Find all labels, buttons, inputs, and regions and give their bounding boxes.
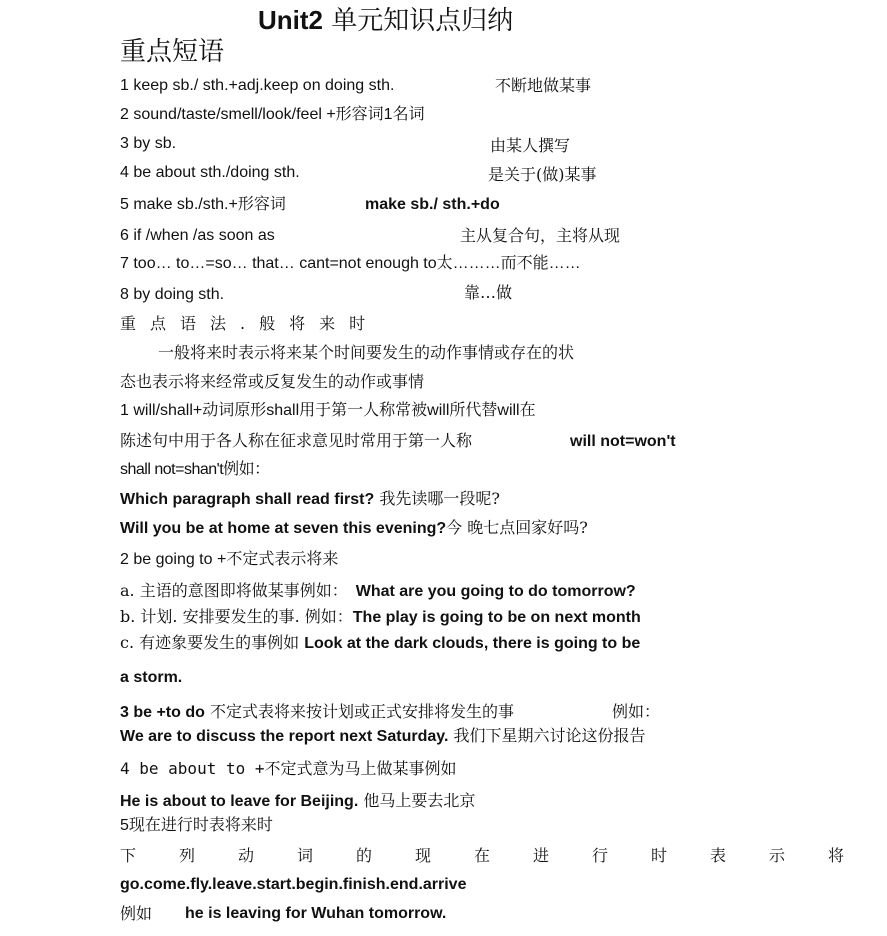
grammar-point-4: 4 be about to +不定式意为马上做某事例如 bbox=[120, 759, 457, 778]
phrase-3-meaning: 由某人撰写 bbox=[490, 136, 571, 155]
grammar-point-2c-en: Look at the dark clouds, there is going to be bbox=[304, 635, 641, 652]
grammar-point-1-line1: 1 will/shall+动词原形shall用于第一人称常被will所代替will在 bbox=[120, 402, 536, 419]
phrase-6-meaning: 主从复合句，主将从现 bbox=[460, 226, 621, 245]
grammar-point-2c-zh: c. 有迹象要发生的事例如 bbox=[120, 633, 305, 652]
example-2-en: Will you be at home at seven this evening? bbox=[120, 520, 447, 537]
phrase-5-alt: make sb./ sth.+do bbox=[365, 196, 500, 213]
example-3-zh: 我们下星期六讨论这份报告 bbox=[448, 726, 646, 745]
section-heading-grammar: 重点语法.般将来时 bbox=[120, 314, 380, 333]
phrase-8-meaning: 靠…做 bbox=[464, 283, 513, 302]
grammar-point-2c bbox=[120, 634, 640, 653]
example-5: he is leaving for Wuhan tomorrow. bbox=[185, 905, 447, 922]
grammar-point-2b-zh: b. 计划. 安排要发生的事. 例如： bbox=[120, 607, 353, 626]
grammar-point-1-line3: shall not=shan't例如： bbox=[120, 461, 270, 478]
phrase-6: 6 if /when /as soon as bbox=[120, 227, 275, 244]
section-heading-phrases: 重点短语 bbox=[120, 37, 225, 67]
grammar-point-1-contraction: will not=won't bbox=[570, 433, 676, 450]
example-3-en: We are to discuss the report next Saturday. bbox=[120, 728, 449, 745]
verb-list: go.come.fly.leave.start.begin.finish.end.arrive bbox=[120, 876, 467, 893]
grammar-intro-line2: 态也表示将来经常或反复发生的动作或事情 bbox=[120, 372, 425, 391]
example-4-zh: 他马上要去北京 bbox=[358, 791, 476, 810]
grammar-point-2a-zh: a. 主语的意图即将做某事例如： bbox=[120, 581, 348, 600]
grammar-point-1-line2: 陈述句中用于各人称在征求意见时常用于第一人称 bbox=[120, 431, 473, 450]
grammar-intro-line1: 一般将来时表示将来某个时间要发生的动作事情或存在的状 bbox=[158, 343, 575, 362]
title-en: Unit2 bbox=[258, 5, 323, 35]
phrase-4-meaning: 是关于(做)某事 bbox=[488, 165, 597, 184]
grammar-point-2a-en: What are you going to do tomorrow? bbox=[355, 583, 636, 600]
phrase-7: 7 too… to…=so… that… cant=not enough to太………而不能…… bbox=[120, 255, 581, 272]
phrase-5: 5 make sb./sth.+形容词 bbox=[120, 196, 286, 213]
phrase-2: 2 sound/taste/smell/look/feel +形容词1名词 bbox=[120, 106, 425, 123]
example-1 bbox=[120, 490, 500, 509]
grammar-point-2a bbox=[120, 582, 636, 601]
example-2-zh: 今 晚七点回家好吗? bbox=[446, 518, 588, 537]
example-3 bbox=[120, 727, 645, 746]
grammar-point-5: 5现在进行时表将来时 bbox=[120, 817, 273, 834]
grammar-point-5-line2: 下列动词的现在进行时表示将 bbox=[120, 846, 887, 865]
grammar-point-2b-en: The play is going to be on next month bbox=[352, 609, 641, 626]
grammar-point-2c-continued: a storm. bbox=[120, 669, 183, 686]
grammar-point-2: 2 be going to +不定式表示将来 bbox=[120, 551, 339, 568]
example-1-en: Which paragraph shall read first? bbox=[120, 491, 375, 508]
example-4-en: He is about to leave for Beijing. bbox=[120, 793, 359, 810]
grammar-point-3-example-label: 例如： bbox=[612, 702, 661, 721]
grammar-point-3 bbox=[120, 703, 514, 722]
phrase-1: 1 keep sb./ sth.+adj.keep on doing sth. bbox=[120, 77, 395, 94]
phrase-3: 3 by sb. bbox=[120, 135, 177, 152]
grammar-point-3-en: 3 be +to do bbox=[120, 704, 205, 721]
grammar-point-3-zh: 不定式表将来按计划或正式安排将发生的事 bbox=[204, 702, 514, 721]
phrase-8: 8 by doing sth. bbox=[120, 286, 225, 303]
phrase-1-meaning: 不断地做某事 bbox=[495, 76, 592, 95]
example-4 bbox=[120, 792, 475, 811]
page-title bbox=[258, 6, 513, 37]
example-5-label: 例如 bbox=[120, 904, 153, 923]
grammar-point-2b bbox=[120, 608, 641, 627]
title-zh: 单元知识点归纳 bbox=[323, 6, 514, 36]
phrase-4: 4 be about sth./doing sth. bbox=[120, 164, 300, 181]
example-1-zh: 我先读哪一段呢? bbox=[374, 489, 500, 508]
example-2 bbox=[120, 519, 588, 538]
